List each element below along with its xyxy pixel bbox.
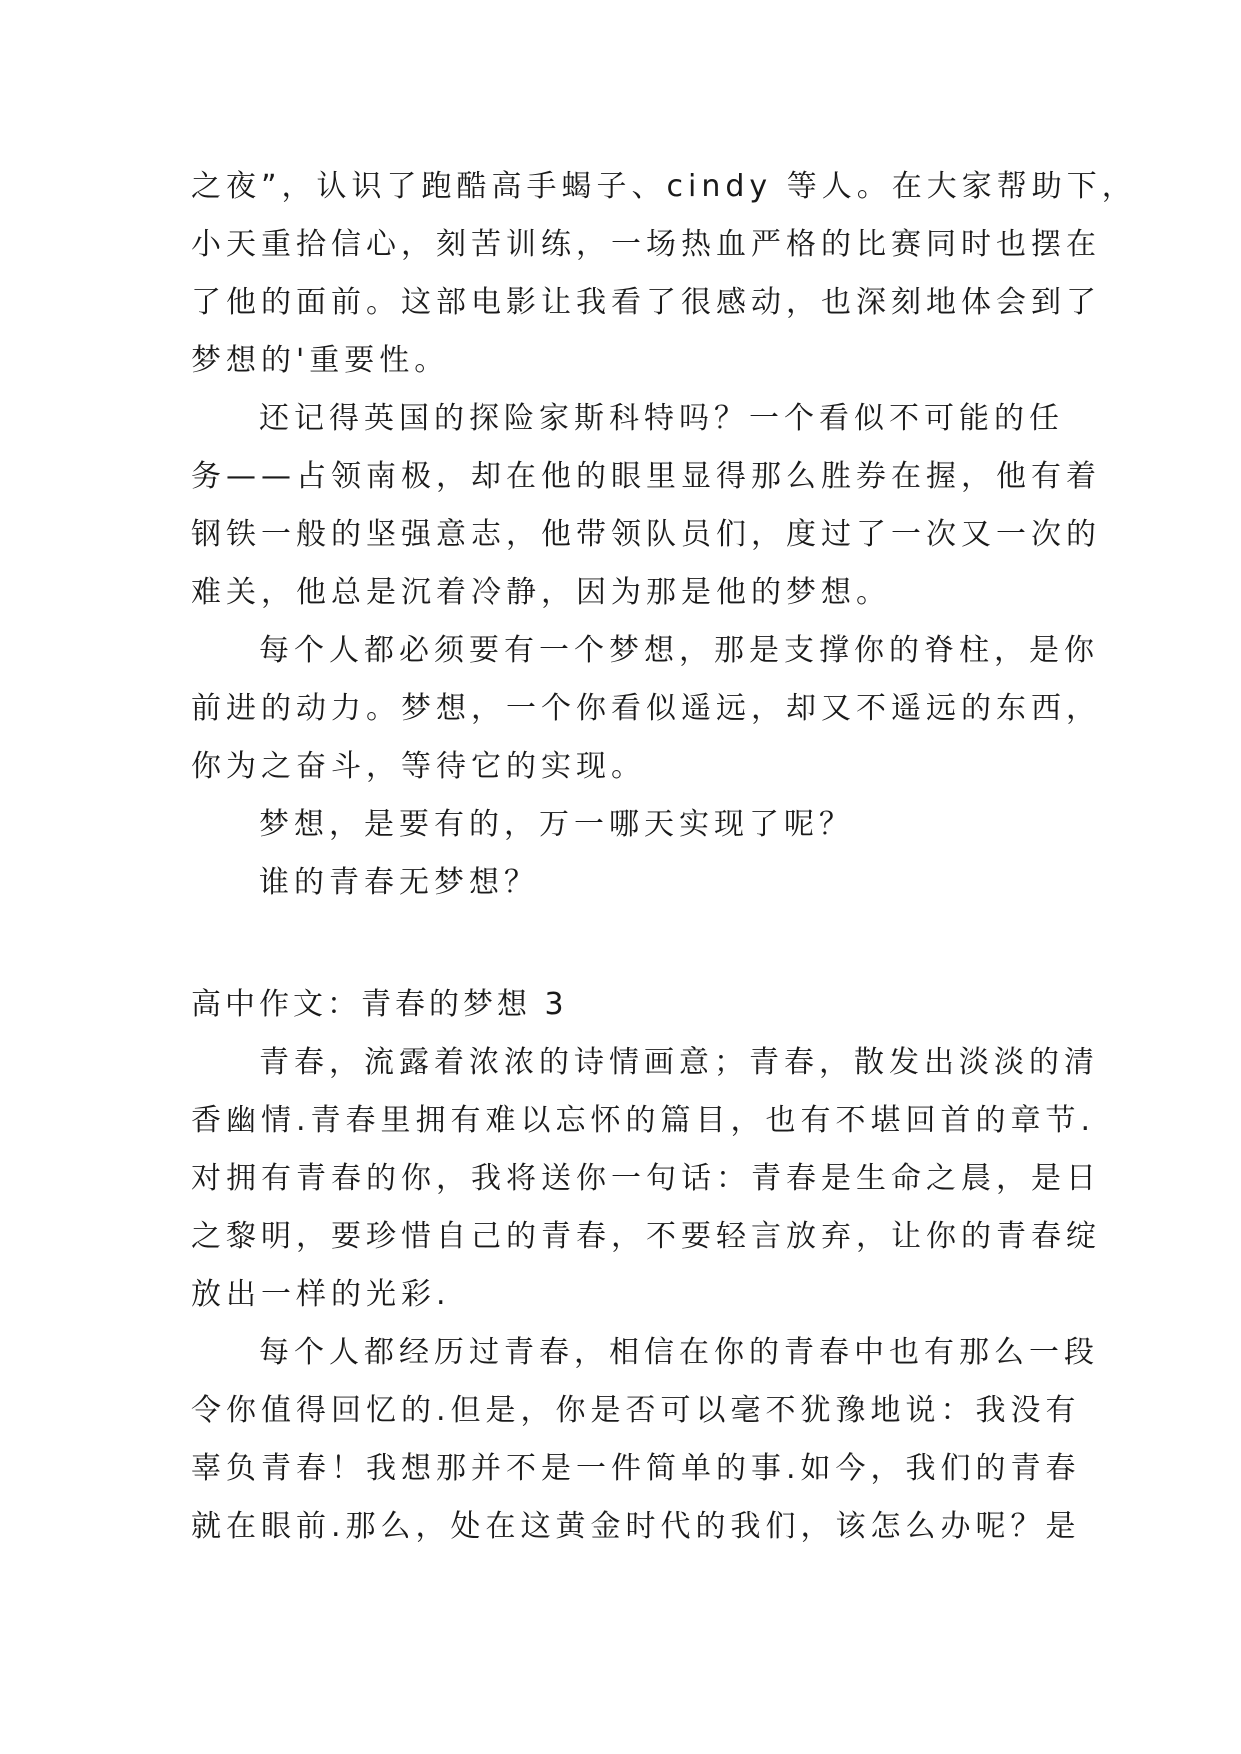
text-line: 香幽情.青春里拥有难以忘怀的篇目，也有不堪回首的章节. [191, 1103, 1096, 1138]
text-line: 对拥有青春的你，我将送你一句话：青春是生命之晨，是日 [191, 1161, 1101, 1196]
text-line: 了他的面前。这部电影让我看了很感动，也深刻地体会到了 [191, 285, 1101, 320]
text-line: 每个人都经历过青春，相信在你的青春中也有那么一段 [259, 1335, 1099, 1370]
text-line: 钢铁一般的坚强意志，他带领队员们，度过了一次又一次的 [191, 517, 1101, 552]
section-heading [191, 976, 1061, 1034]
text-line: 梦想的'重要性。 [191, 343, 450, 378]
paragraph-dream-spine [191, 622, 1101, 796]
text-line: 小天重拾信心，刻苦训练，一场热血严格的比赛同时也摆在 [191, 227, 1101, 262]
text-line: 谁的青春无梦想？ [259, 865, 539, 900]
text-line: 之夜”，认识了跑酷高手蝎子、cindy 等人。在大家帮助下， [191, 169, 1137, 204]
document-body [191, 158, 1137, 1556]
paragraph-whose-youth [191, 854, 1061, 912]
text-line: 还记得英国的探险家斯科特吗？一个看似不可能的任 [259, 401, 1064, 436]
text-line: 辜负青春！我想那并不是一件简单的事.如今，我们的青春 [191, 1451, 1081, 1486]
text-line: 前进的动力。梦想，一个你看似遥远，却又不遥远的东西， [191, 691, 1101, 726]
paragraph-continuation [191, 158, 1137, 390]
text-line: 难关，他总是沉着冷静，因为那是他的梦想。 [191, 575, 891, 610]
text-line: 放出一样的光彩. [191, 1277, 451, 1312]
text-line: 就在眼前.那么，处在这黄金时代的我们，该怎么办呢？是 [191, 1509, 1081, 1544]
paragraph-youth-poetic [191, 1034, 1101, 1324]
text-line: 之黎明，要珍惜自己的青春，不要轻言放弃，让你的青春绽 [191, 1219, 1101, 1254]
text-line: 梦想，是要有的，万一哪天实现了呢？ [259, 807, 854, 842]
text-line: 务——占领南极，却在他的眼里显得那么胜券在握，他有着 [191, 459, 1101, 494]
section-spacer [191, 912, 1061, 976]
paragraph-dream-come-true [191, 796, 1061, 854]
text-line: 每个人都必须要有一个梦想，那是支撑你的脊柱，是你 [259, 633, 1099, 668]
text-line: 你为之奋斗，等待它的实现。 [191, 749, 646, 784]
text-line: 青春，流露着浓浓的诗情画意；青春，散发出淡淡的清 [259, 1045, 1099, 1080]
paragraph-youth-experience [191, 1324, 1099, 1556]
paragraph-scott [191, 390, 1101, 622]
text-line: 令你值得回忆的.但是，你是否可以毫不犹豫地说：我没有 [191, 1393, 1081, 1428]
section-title: 高中作文：青春的梦想 3 [191, 987, 568, 1022]
